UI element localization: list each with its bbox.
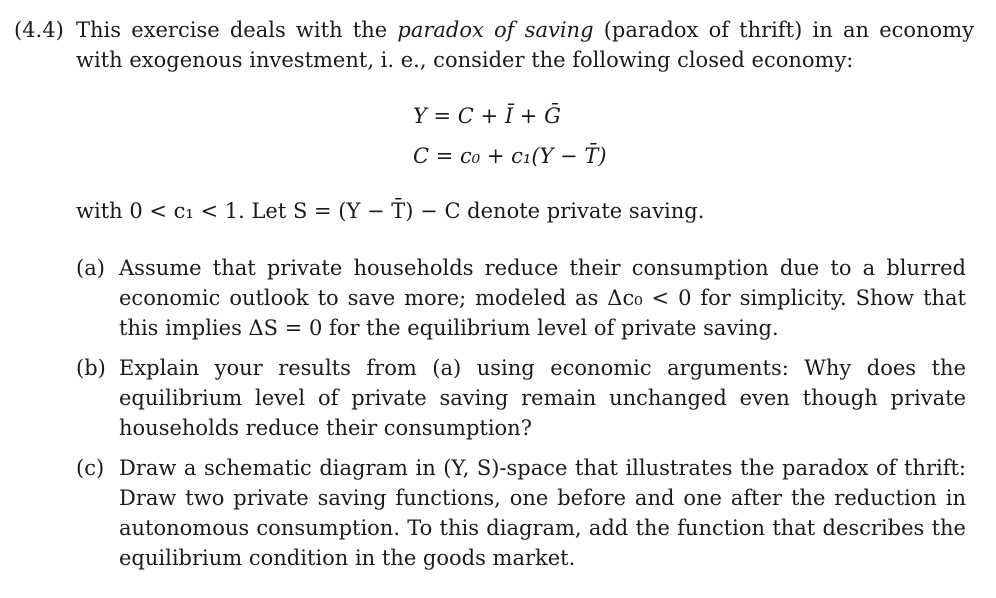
part-a bbox=[76, 253, 966, 343]
part-label: (b) bbox=[76, 356, 106, 380]
intro-text-start: This exercise deals with the bbox=[76, 18, 388, 42]
exercise-intro bbox=[76, 15, 974, 75]
part-c bbox=[76, 453, 966, 573]
intro-emphasis: paradox of saving bbox=[397, 18, 594, 42]
saving-definition: with 0 < c₁ < 1. Let S = (Y − T̄) − C denote private saving. bbox=[76, 199, 705, 223]
intro-text-end: (paradox of thrift) in an economy with exogenous investment, i. e., consider the following closed economy: bbox=[76, 18, 974, 72]
part-text: Explain your results from (a) using economic arguments: Why does the equilibrium level of private saving remain unchanged even though private households reduce their consumption? bbox=[119, 356, 966, 440]
model-equations bbox=[413, 100, 713, 180]
equation-goods-market: Y = C + Ī + Ḡ bbox=[413, 104, 561, 128]
exercise-4-4 bbox=[14, 15, 974, 75]
part-label: (a) bbox=[76, 256, 105, 280]
equation-consumption: C = c₀ + c₁(Y − T̄) bbox=[413, 144, 607, 168]
part-text: Assume that private households reduce their consumption due to a blurred economic outlook to save more; modeled as Δc₀ < 0 for simplicity. Show that this implies ΔS = 0 for the equilibrium level of private saving. bbox=[119, 256, 966, 340]
exercise-parts bbox=[76, 253, 966, 583]
part-b bbox=[76, 353, 966, 443]
part-label: (c) bbox=[76, 456, 105, 480]
part-text: Draw a schematic diagram in (Y, S)-space that illustrates the paradox of thrift: Draw two private saving functions, one before and one after the reduction in autonomous consumption. To this diagram, add the function that describes the equilibrium condition in the goods market. bbox=[119, 456, 966, 570]
exercise-number: (4.4) bbox=[14, 18, 64, 42]
